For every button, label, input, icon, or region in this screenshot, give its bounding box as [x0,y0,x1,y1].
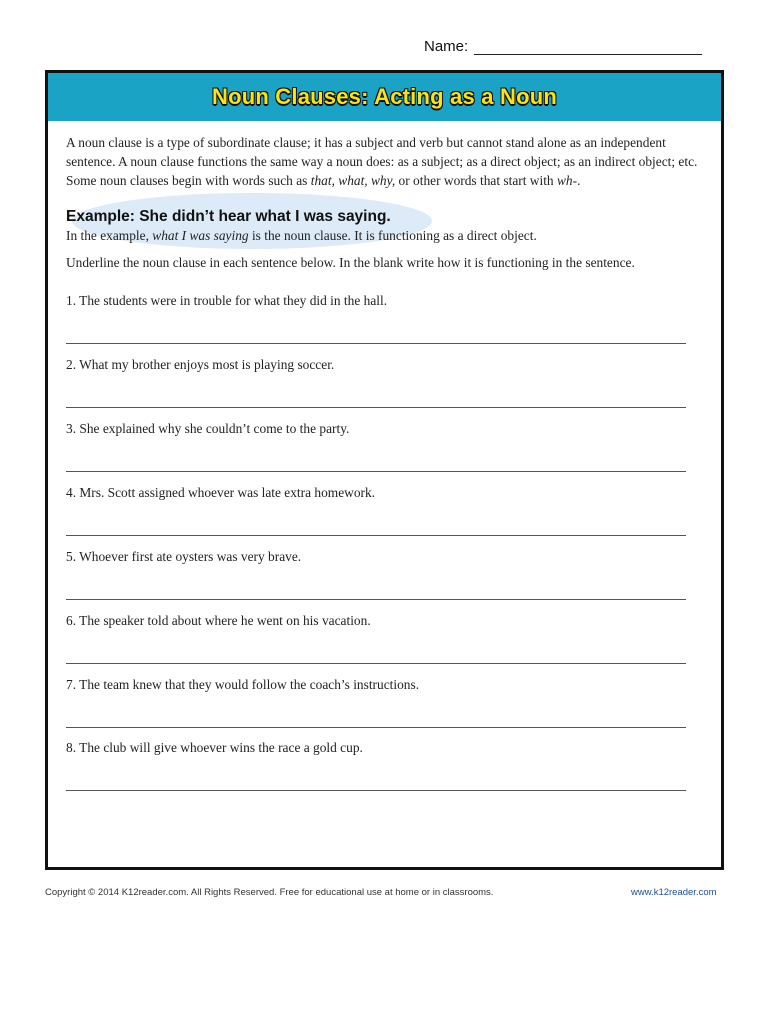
question-7: 7. The team knew that they would follow the coach’s instructions. [66,677,420,692]
answer-line-3[interactable] [66,471,686,472]
answer-line-6[interactable] [66,663,686,664]
intro-text-1: A noun clause is a type of subordinate clause; it has a subject and verb but cannot stand alone as an independent sentence. A noun clause functions the same way a noun does: as a subject; as a direct object; as an indirect object; etc. Some noun clauses begin with words such as [66,135,698,188]
question-3: 3. She explained why she couldn’t come to the party. [66,421,350,436]
question-4: 4. Mrs. Scott assigned whoever was late extra homework. [66,485,376,500]
name-blank-line[interactable] [474,40,702,55]
question-2: 2. What my brother enjoys most is playing soccer. [66,357,335,372]
example-italic: what I was saying [152,228,249,243]
worksheet-frame [45,70,724,870]
intro-italic-words: that, what, why, [310,173,396,188]
instructions: Underline the noun clause in each sentence below. In the blank write how it is functioning in the sentence. [66,255,635,270]
answer-line-5[interactable] [66,599,686,600]
name-label: Name: [424,38,469,55]
footer-url-link[interactable]: www.k12reader.com [631,887,717,898]
question-5: 5. Whoever first ate oysters was very brave. [66,549,302,564]
intro-italic-wh: wh- [556,173,578,188]
answer-line-4[interactable] [66,535,686,536]
name-field-row [424,38,702,55]
question-1: 1. The students were in trouble for what they did in the hall. [66,293,388,308]
copyright-notice: Copyright © 2014 K12reader.com. All Rights Reserved. Free for educational use at home or in classrooms. [45,887,494,898]
example-explanation [66,228,537,244]
answer-line-1[interactable] [66,343,686,344]
answer-line-7[interactable] [66,727,686,728]
intro-text-2: or other words that start with [395,173,557,188]
example-suffix: is the noun clause. It is functioning as a direct object. [248,228,537,243]
intro-paragraph [66,133,706,190]
question-6: 6. The speaker told about where he went on his vacation. [66,613,371,628]
worksheet-title: Noun Clauses: Acting as a Noun [211,84,557,109]
example-heading: Example: She didn’t hear what I was saying. [66,208,391,225]
intro-text-3: . [577,173,581,188]
question-8: 8. The club will give whoever wins the race a gold cup. [66,740,363,755]
answer-line-8[interactable] [66,790,686,791]
example-prefix: In the example, [66,228,153,243]
title-banner [48,73,721,121]
answer-line-2[interactable] [66,407,686,408]
